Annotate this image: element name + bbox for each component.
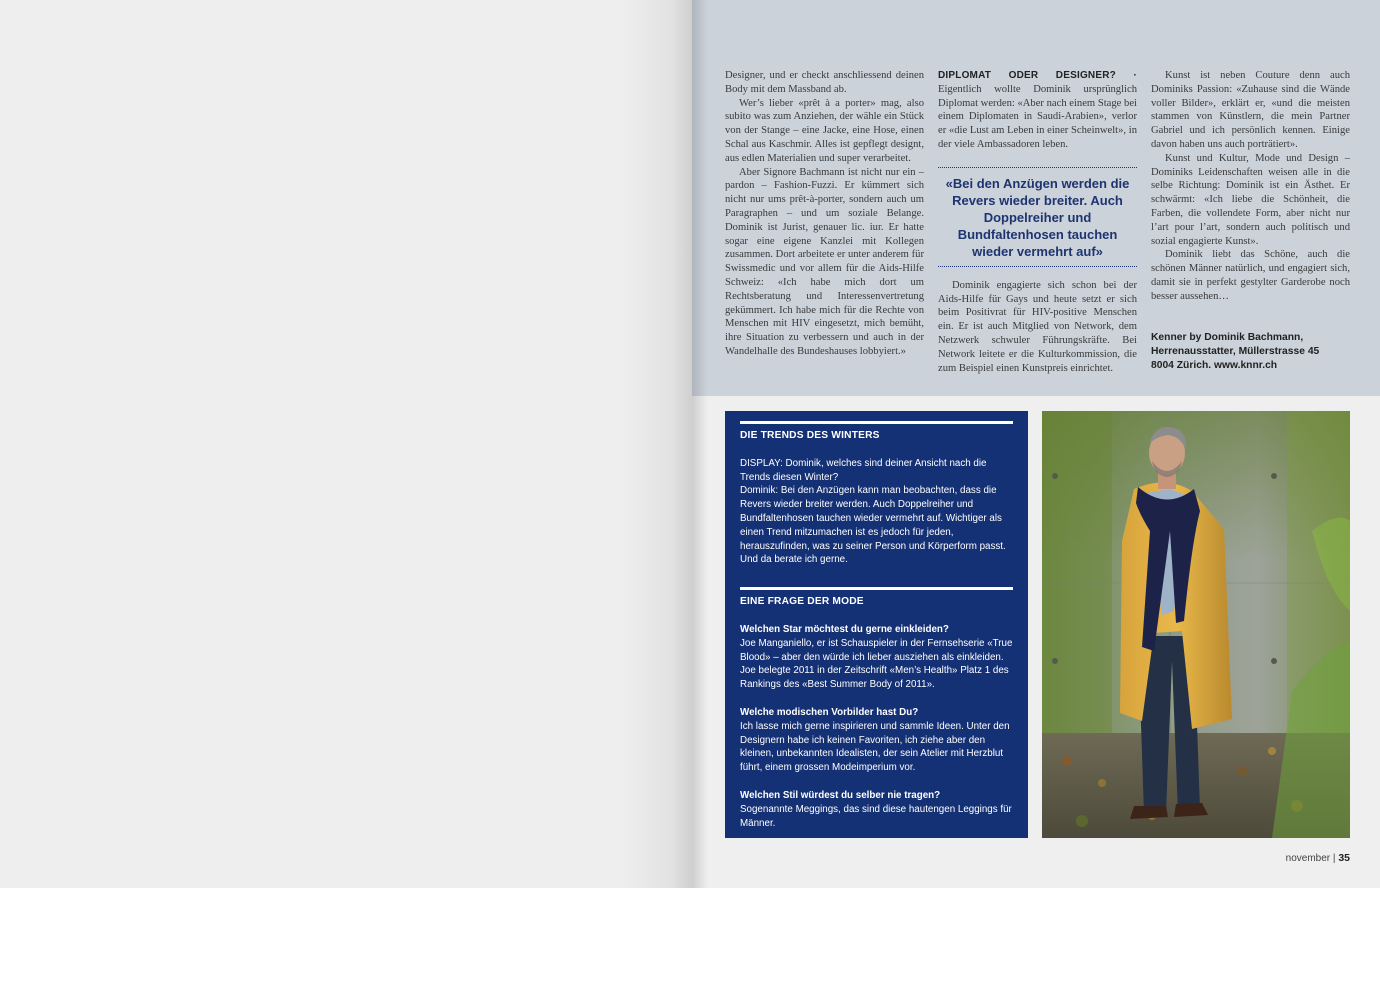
store-credit (1151, 331, 1350, 373)
interview-answer: Dominik: Bei den Anzügen kann man beobachten, dass die Revers wieder breiter werden. Auch Doppelreiher und Bundfaltenhosen tauchen wieder vermehrt auf. Wichtiger als einen Trend mitzumachen ist es jedoch für jeden, herauszufinden, was zu seiner Person und Körperform passt. Und da berate ich gerne. (740, 485, 1006, 566)
interview-answer: Ich lasse mich gerne inspirieren und sammle Ideen. Unter den Designern habe ich keinen Favoriten, ich ziehe aber den kleinen, unbekannten Idealisten, der sein Atelier mit Herzblut führt, einem grossen Modeimperium vor. (740, 720, 1010, 774)
sidebar-trends-text (740, 457, 1013, 567)
sidebar-heading-mode: EINE FRAGE DER MODE (740, 596, 864, 608)
interview-sidebar (725, 411, 1028, 838)
paragraph: Aber Signore Bachmann ist nicht nur ein – pardon – Fashion-Fuzzi. Er kümmert sich nicht nur ums prêt-à-porter, sondern auch um Paragraphen – und um soziale Belange. Dominik ist Jurist, genauer lic. iur. Er hatte sogar eine eigene Kanzlei mit Kollegen zusammen. Dort arbeitete er unter anderem für Swissmedic und vor allem für die Aids-Hilfe Schweiz: «Ich habe mich dort um Rechtsberatung und Interessenvertretung gekümmert. Ich habe mich für die Rechte von Menschen mit HIV eingesetzt, mich bemüht, ihre Situation zu verbessern und auch in der Wandelhalle des Bundeshauses lobbyiert.» (725, 166, 924, 357)
credit-line: Herrenausstatter, Müllerstrasse 45 (1151, 345, 1320, 357)
sidebar-mode-section (740, 587, 1013, 830)
paragraph: Kunst und Kultur, Mode und Design – Dominiks Leidenschaften weisen alle in die selbe Richtung: Dominik ist ein Ästhet. Er schwärmt: «Ich liebe die Schönheit, die Farben, die vollendete Form, aber nicht nur l’art pour l’art, sondern auch politisch und sozial engagierte Kunst». (1151, 152, 1350, 247)
interview-question: Welchen Star möchtest du gerne einkleiden? (740, 623, 949, 635)
article-column-3 (1151, 69, 1350, 373)
credit-line: Kenner by Dominik Bachmann, (1151, 331, 1304, 343)
paragraph: Wer’s lieber «prêt à a porter» mag, also subito was zum Anziehen, der wähle ein Stück von der Stange – eine Jacke, eine Hose, einen Schal aus Kaschmir. Alles ist gepflegt designt, aus edlen Materialien und super verarbeitet. (725, 97, 924, 164)
portrait-illustration (1042, 411, 1350, 838)
article-column-2 (938, 69, 1137, 375)
article-column-1 (725, 69, 924, 359)
sidebar-rule (740, 421, 1013, 424)
left-page-blank (0, 0, 692, 888)
section-lead-in: DIPLOMAT ODER DESIGNER? · (938, 70, 1137, 81)
sidebar-heading-trends: DIE TRENDS DES WINTERS (740, 430, 880, 441)
credit-line: 8004 Zürich. www.knnr.ch (1151, 359, 1278, 371)
interview-question: DISPLAY: Dominik, welches sind deiner Ansicht nach die Trends diesen Winter? (740, 457, 987, 483)
pull-quote: «Bei den Anzügen werden die Revers wieder breiter. Auch Doppelreiher und Bundfaltenhosen tauchen wieder vermehrt auf» (938, 167, 1137, 267)
interview-answer: Sogenannte Meggings, das sind diese hautengen Leggings für Männer. (740, 803, 1012, 829)
interview-answer: Joe Manganiello, er ist Schauspieler in der Fernsehserie «True Blood» – aber den würde ich lieber ausziehen als einkleiden. Joe belegte 2011 in der Zeitschrift «Men’s Health» Platz 1 des Rankings des «Best Summer Body of 2011». (740, 637, 1013, 691)
paragraph: Dominik liebt das Schöne, auch die schönen Männer natürlich, und engagiert sich, damit sie in perfekt gestylter Garderobe noch besser aussehen… (1151, 249, 1350, 302)
folio-month: november (1285, 853, 1331, 864)
folio-separator: | (1332, 853, 1336, 864)
paragraph (938, 69, 1137, 152)
interview-question: Welchen Stil würdest du selber nie tragen? (740, 789, 941, 801)
qa-item (740, 623, 1013, 692)
page-number: 35 (1338, 852, 1350, 864)
paragraph: Designer, und er checkt anschliessend deinen Body mit dem Massband ab. (725, 70, 924, 95)
portrait-photo (1042, 411, 1350, 838)
qa-item (740, 706, 1013, 775)
sidebar-rule (740, 587, 1013, 590)
page-folio (1240, 852, 1350, 864)
paragraph-text: Eigentlich wollte Dominik ursprünglich Diplomat werden: «Aber nach einem Stage bei einem Diplomaten in Saudi-Arabien», verlor er «die Lust am Leben in einer Scheinwelt», in der viele Ambassadoren leben. (938, 83, 1137, 150)
paragraph: Dominik engagierte sich schon bei der Aids-Hilfe für Gays und heute setzt er sich beim Positivrat für HIV-positive Menschen ein. Er ist auch Mitglied von Network, dem Netzwerk schwuler Führungskräfte. Bei Network leitete er die Kulturkommission, die zum Beispiel einen Kunstpreis einrichtet. (938, 279, 1137, 374)
paragraph: Kunst ist neben Couture denn auch Dominiks Passion: «Zuhause sind die Wände voller Bilder», erklärt er, «und die meisten stammen von Künstlern, die mein Partner Gabriel und ich persönlich kennen. Einige davon haben uns auch porträtiert». (1151, 70, 1350, 150)
qa-item (740, 789, 1013, 830)
interview-question: Welche modischen Vorbilder hast Du? (740, 706, 919, 718)
